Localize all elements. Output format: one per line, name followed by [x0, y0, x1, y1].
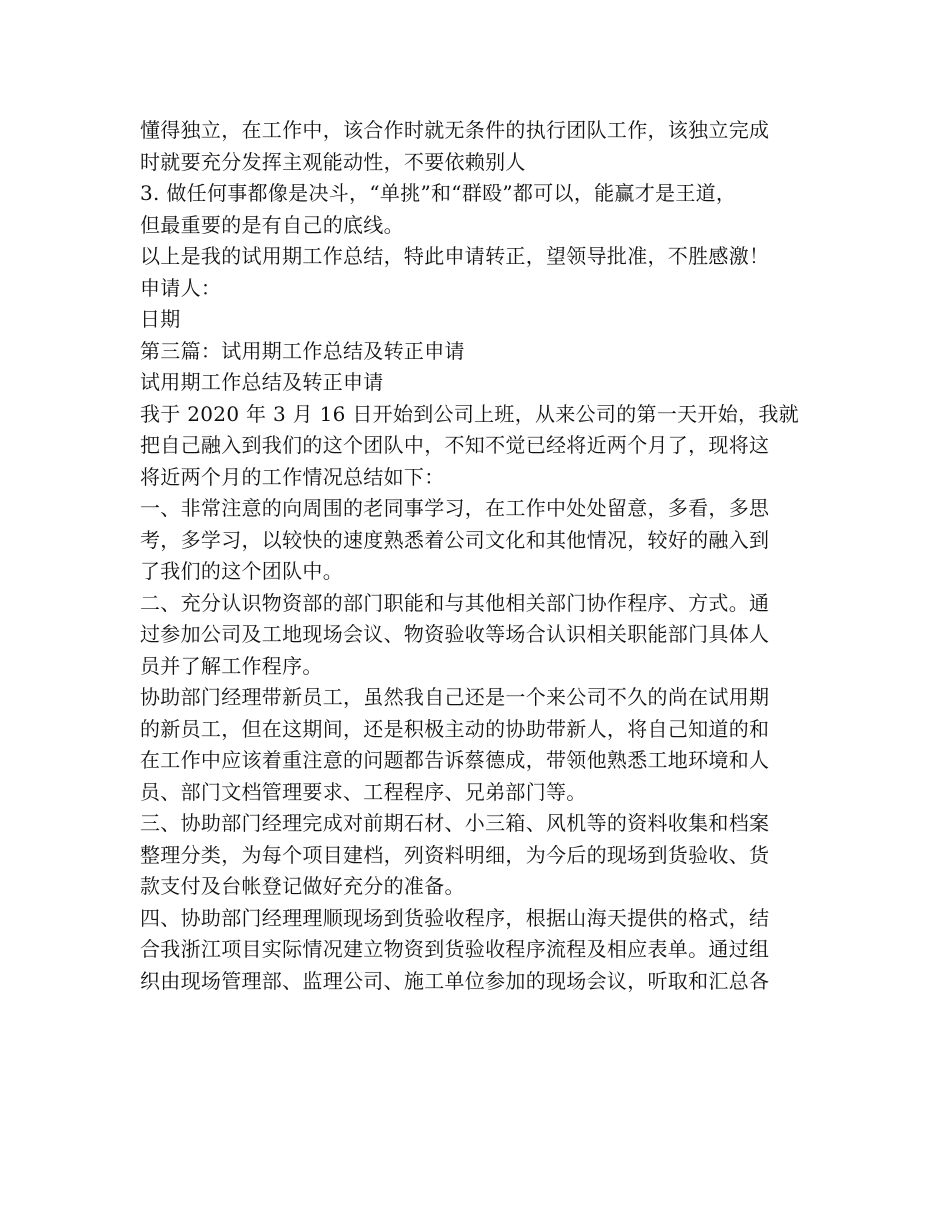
text-line: 协助部门经理带新员工，虽然我自己还是一个来公司不久的尚在试用期: [140, 685, 770, 709]
text-line: 我于 2020 年 3 月 16 日开始到公司上班，从来公司的第一天开始，我就: [140, 401, 799, 426]
section-heading: 第三篇：试用期工作总结及转正申请: [140, 338, 465, 363]
text-line: 了我们的这个团队中。: [140, 559, 343, 583]
text-line: 以上是我的试用期工作总结，特此申请转正，望领导批准，不胜感激！: [140, 244, 770, 268]
text-line: 员、部门文档管理要求、工程程序、兄弟部门等。: [140, 779, 587, 804]
text-line: 织由现场管理部、监理公司、施工单位参加的现场会议，听取和汇总各: [140, 968, 770, 993]
text-line: 的新员工，但在这期间，还是积极主动的协助带新人，将自己知道的和: [140, 716, 770, 741]
text-line: 考，多学习，以较快的速度熟悉着公司文化和其他情况，较好的融入到: [140, 527, 770, 552]
text-line: 合我浙江项目实际情况建立物资到货验收程序流程及相应表单。通过组: [140, 937, 770, 961]
text-line: 但最重要的是有自己的底线。: [140, 212, 404, 237]
text-line: 将近两个月的工作情况总结如下：: [140, 464, 445, 489]
text-line: 一、非常注意的向周围的老同事学习，在工作中处处留意，多看，多思: [140, 496, 770, 520]
text-line: 在工作中应该着重注意的问题都告诉蔡德成，带领他熟悉工地环境和人: [140, 748, 770, 772]
section-title: 试用期工作总结及转正申请: [140, 370, 384, 394]
text-line: 员并了解工作程序。: [140, 653, 323, 678]
text-line: 懂得独立，在工作中，该合作时就无条件的执行团队工作，该独立完成: [140, 118, 770, 142]
text-line: 整理分类，为每个项目建档，列资料明细，为今后的现场到货验收、货: [140, 842, 770, 867]
text-line: 三、协助部门经理完成对前期石材、小三箱、风机等的资料收集和档案: [140, 811, 770, 835]
text-line: 把自己融入到我们的这个团队中，不知不觉已经将近两个月了，现将这: [140, 433, 770, 457]
text-line: 二、充分认识物资部的部门职能和与其他相关部门协作程序、方式。通: [140, 590, 770, 615]
text-line: 四、协助部门经理理顺现场到货验收程序，根据山海天提供的格式，结: [140, 905, 770, 930]
text-line: 3. 做任何事都像是决斗，“单挑”和“群殴”都可以，能赢才是王道，: [140, 181, 737, 205]
applicant-label: 申请人：: [140, 275, 222, 300]
text-line: 过参加公司及工地现场会议、物资验收等场合认识相关职能部门具体人: [140, 622, 770, 646]
document-body: [140, 115, 820, 997]
text-line: 时就要充分发挥主观能动性，不要依赖别人: [140, 149, 526, 174]
text-line: 款支付及台帐登记做好充分的准备。: [140, 874, 465, 898]
date-label: 日期: [140, 307, 181, 331]
